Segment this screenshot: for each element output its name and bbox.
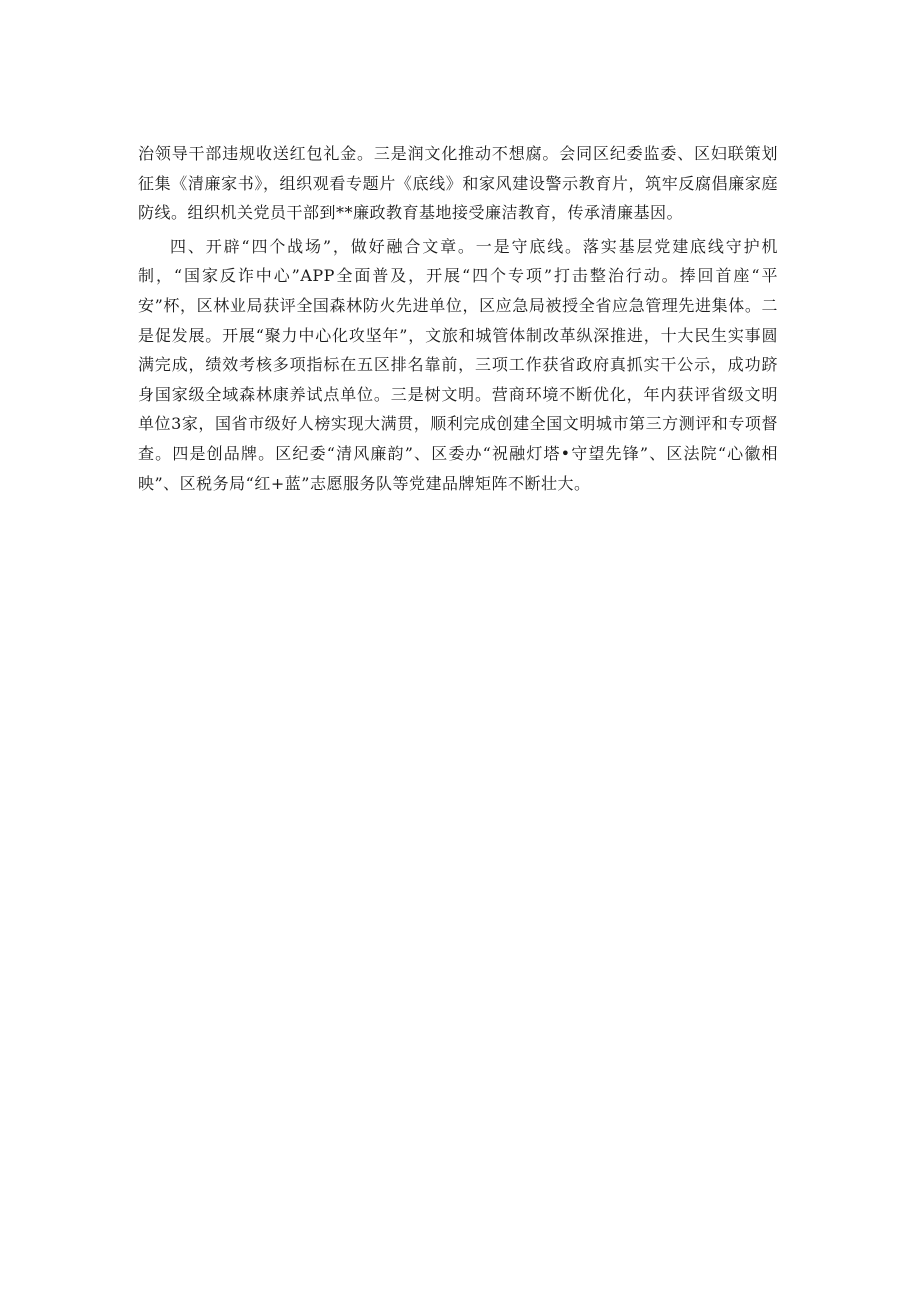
document-body — [138, 139, 778, 498]
paragraph-section-four: 四、开辟“四个战场”，做好融合文章。一是守底线。落实基层党建底线守护机制，“国家反诈中心”APP全面普及，开展“四个专项”打击整治行动。捧回首座“平安”杯，区林业局获评全国森林防火先进单位，区应急局被授全省应急管理先进集体。二是促发展。开展“聚力中心化攻坚年”，文旅和城管体制改革纵深推进，十大民生实事圆满完成，绩效考核多项指标在五区排名靠前，三项工作获省政府真抓实干公示，成功跻身国家级全域森林康养试点单位。三是树文明。营商环境不断优化，年内获评省级文明单位3家，国省市级好人榜实现大满贯，顺利完成创建全国文明城市第三方测评和专项督查。四是创品牌。区纪委“清风廉韵”、区委办“祝融灯塔•守望先锋”、区法院“心徽相映”、区税务局“红+蓝”志愿服务队等党建品牌矩阵不断壮大。 — [138, 236, 778, 493]
paragraph-continuation: 治领导干部违规收送红包礼金。三是润文化推动不想腐。会同区纪委监委、区妇联策划征集《清廉家书》，组织观看专题片《底线》和家风建设警示教育片，筑牢反腐倡廉家庭防线。组织机关党员干部到**廉政教育基地接受廉洁教育，传承清廉基因。 — [138, 144, 778, 223]
